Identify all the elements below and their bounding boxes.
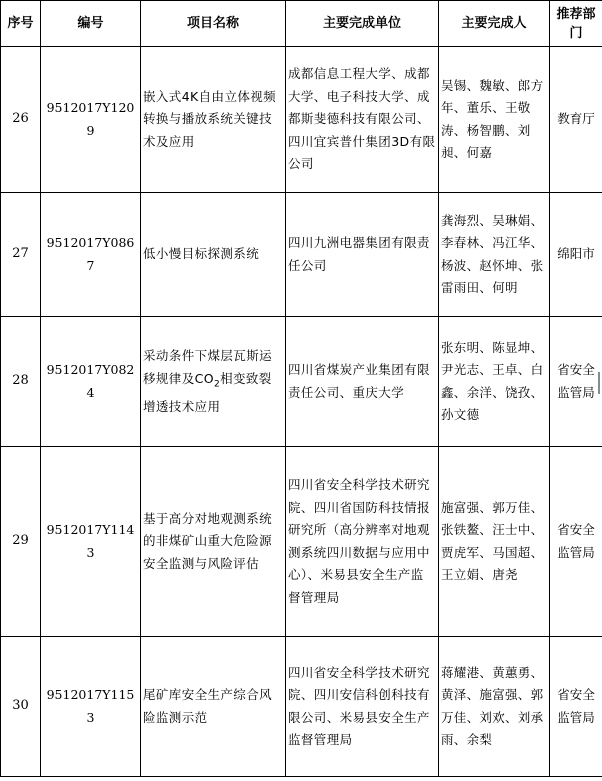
header-people: 主要完成人 bbox=[439, 1, 550, 47]
dept-cell: 省安全监管局 bbox=[550, 317, 602, 447]
dept-cell: 绵阳市 bbox=[550, 193, 602, 317]
table-row bbox=[1, 637, 602, 777]
units-cell: 成都信息工程大学、成都大学、电子科技大学、成都斯斐德科技有限公司、四川宜宾普什集团3D有限公司 bbox=[286, 47, 439, 193]
project-name-cell: 低小慢目标探测系统 bbox=[141, 193, 286, 317]
people-cell: 龚海烈、吴琳娟、李春林、冯江华、杨波、赵怀坤、张雷雨田、何明 bbox=[439, 193, 550, 317]
project-name-cell: 尾矿库安全生产综合风险监测示范 bbox=[141, 637, 286, 777]
code-cell: 9512017Y0867 bbox=[41, 193, 141, 317]
header-code: 编号 bbox=[41, 1, 141, 47]
seq-cell: 28 bbox=[1, 317, 41, 447]
dept-cell: 教育厅 bbox=[550, 47, 602, 193]
header-name: 项目名称 bbox=[141, 1, 286, 47]
project-name-part: 相变致裂增透技术应用 bbox=[143, 370, 272, 414]
project-name-cell bbox=[141, 317, 286, 447]
scroll-marker bbox=[598, 372, 600, 394]
units-cell: 四川九洲电器集团有限责任公司 bbox=[286, 193, 439, 317]
people-cell: 张东明、陈显坤、尹光志、王卓、白鑫、余洋、饶孜、孙文德 bbox=[439, 317, 550, 447]
table-row bbox=[1, 47, 602, 193]
code-cell: 9512017Y1209 bbox=[41, 47, 141, 193]
people-cell: 吴锡、魏敏、郎方年、董乐、王敬涛、杨智鹏、刘昶、何嘉 bbox=[439, 47, 550, 193]
dept-cell: 省安全监管局 bbox=[550, 447, 602, 637]
project-name-cell: 基于高分对地观测系统的非煤矿山重大危险源安全监测与风险评估 bbox=[141, 447, 286, 637]
dept-cell: 省安全监管局 bbox=[550, 637, 602, 777]
people-cell: 施富强、郭万佳、张铁鳌、汪士中、贾虎军、马国超、王立娟、唐尧 bbox=[439, 447, 550, 637]
units-cell: 四川省安全科学技术研究院、四川省国防科技情报研究所（高分辨率对地观测系统四川数据与应用中心）、米易县安全生产监督管理局 bbox=[286, 447, 439, 637]
code-cell: 9512017Y1143 bbox=[41, 447, 141, 637]
project-name-part: 采动条件下煤层瓦斯运移规律及CO bbox=[143, 348, 273, 386]
header-row bbox=[1, 1, 602, 47]
seq-cell: 29 bbox=[1, 447, 41, 637]
table-row bbox=[1, 447, 602, 637]
code-cell: 9512017Y0824 bbox=[41, 317, 141, 447]
header-dept: 推荐部门 bbox=[550, 1, 602, 47]
subscript-digit: 2 bbox=[213, 379, 221, 389]
table-row bbox=[1, 317, 602, 447]
header-units: 主要完成单位 bbox=[286, 1, 439, 47]
people-cell: 蒋耀港、黄蕙勇、黄泽、施富强、郭万佳、刘欢、刘承雨、余梨 bbox=[439, 637, 550, 777]
units-cell: 四川省煤炭产业集团有限责任公司、重庆大学 bbox=[286, 317, 439, 447]
header-seq: 序号 bbox=[1, 1, 41, 47]
project-name-cell: 嵌入式4K自由立体视频转换与播放系统关键技术及应用 bbox=[141, 47, 286, 193]
seq-cell: 27 bbox=[1, 193, 41, 317]
seq-cell: 30 bbox=[1, 637, 41, 777]
units-cell: 四川省安全科学技术研究院、四川安信科创科技有限公司、米易县安全生产监督管理局 bbox=[286, 637, 439, 777]
code-cell: 9512017Y1153 bbox=[41, 637, 141, 777]
table-row bbox=[1, 193, 602, 317]
seq-cell: 26 bbox=[1, 47, 41, 193]
